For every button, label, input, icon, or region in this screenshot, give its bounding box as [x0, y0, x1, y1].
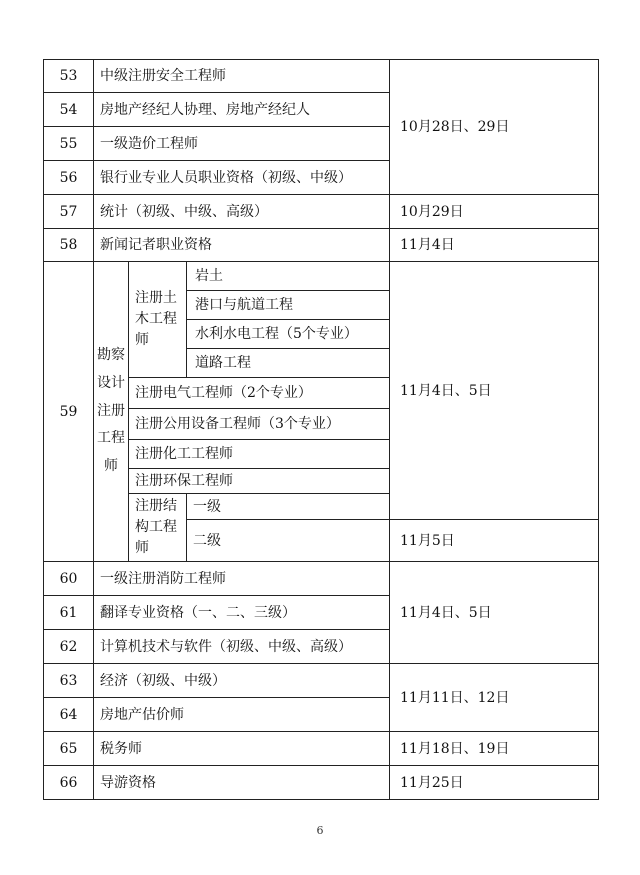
exam-date: 10月28日、29日	[390, 60, 599, 195]
exam-name: 房地产经纪人协理、房地产经纪人	[94, 93, 390, 127]
exam-date: 11月4日、5日	[390, 562, 599, 664]
category-vertical: 勘察设计注册工程师	[94, 262, 129, 562]
row-number: 56	[44, 161, 94, 195]
environmental-engineer: 注册环保工程师	[129, 469, 390, 494]
exam-date: 11月11日、12日	[390, 664, 599, 732]
chemical-engineer: 注册化工工程师	[129, 440, 390, 469]
table-row	[44, 732, 599, 766]
exam-date: 11月4日	[390, 229, 599, 262]
exam-name: 银行业专业人员职业资格（初级、中级）	[94, 161, 390, 195]
exam-date: 11月4日、5日	[390, 262, 599, 520]
exam-name: 一级造价工程师	[94, 127, 390, 161]
table-row	[44, 562, 599, 596]
table-row	[44, 262, 599, 291]
electrical-engineer: 注册电气工程师（2个专业）	[129, 378, 390, 409]
exam-name: 计算机技术与软件（初级、中级、高级）	[94, 630, 390, 664]
exam-name: 统计（初级、中级、高级）	[94, 195, 390, 229]
exam-name: 经济（初级、中级）	[94, 664, 390, 698]
exam-date: 11月25日	[390, 766, 599, 800]
row-number: 66	[44, 766, 94, 800]
row-number: 57	[44, 195, 94, 229]
row-number: 61	[44, 596, 94, 630]
table-row	[44, 60, 599, 93]
page-number: 6	[316, 824, 324, 837]
civil-item: 港口与航道工程	[187, 291, 390, 320]
row-number: 59	[44, 262, 94, 562]
civil-item: 岩土	[187, 262, 390, 291]
exam-date: 11月5日	[390, 520, 599, 562]
row-number: 60	[44, 562, 94, 596]
table-row	[44, 195, 599, 229]
row-number: 58	[44, 229, 94, 262]
exam-name: 房地产估价师	[94, 698, 390, 732]
exam-name: 中级注册安全工程师	[94, 60, 390, 93]
row-number: 63	[44, 664, 94, 698]
row-number: 65	[44, 732, 94, 766]
structural-level: 一级	[187, 494, 390, 520]
exam-date: 10月29日	[390, 195, 599, 229]
exam-name: 税务师	[94, 732, 390, 766]
civil-item: 水利水电工程（5个专业）	[187, 320, 390, 349]
row-number: 54	[44, 93, 94, 127]
civil-item: 道路工程	[187, 349, 390, 378]
table-row	[44, 766, 599, 800]
row-number: 64	[44, 698, 94, 732]
exam-schedule-table	[43, 59, 599, 800]
row-number: 62	[44, 630, 94, 664]
structural-engineer-label: 注册结构工程师	[129, 494, 187, 562]
row-number: 53	[44, 60, 94, 93]
exam-name: 一级注册消防工程师	[94, 562, 390, 596]
exam-name: 新闻记者职业资格	[94, 229, 390, 262]
utilities-engineer: 注册公用设备工程师（3个专业）	[129, 409, 390, 440]
civil-engineer-label: 注册土木工程师	[129, 262, 187, 378]
exam-name: 翻译专业资格（一、二、三级）	[94, 596, 390, 630]
table-row	[44, 229, 599, 262]
exam-date: 11月18日、19日	[390, 732, 599, 766]
table-row	[44, 664, 599, 698]
row-number: 55	[44, 127, 94, 161]
exam-name: 导游资格	[94, 766, 390, 800]
structural-level: 二级	[187, 520, 390, 562]
